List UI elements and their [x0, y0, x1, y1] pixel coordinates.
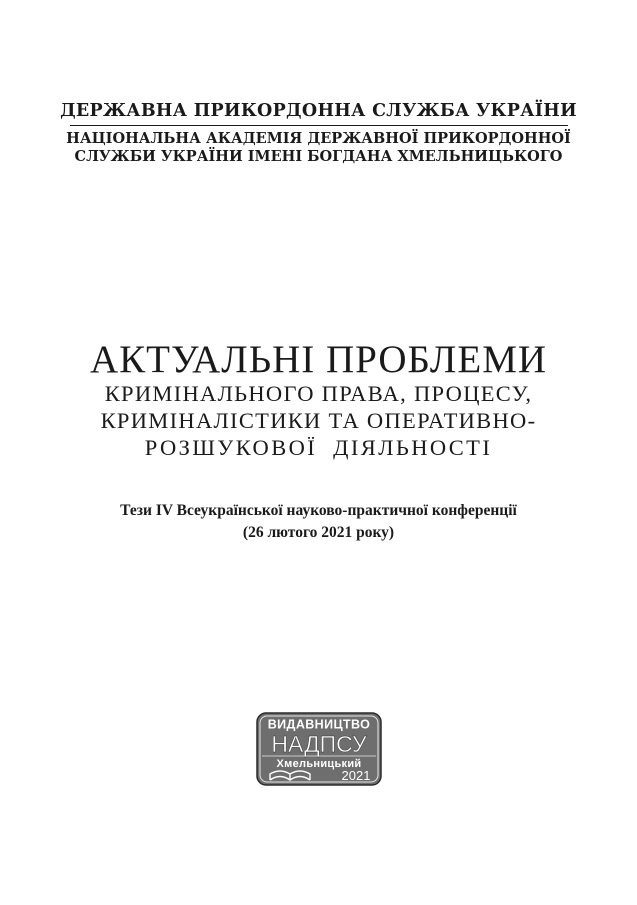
title-main-line: АКТУАЛЬНІ ПРОБЛЕМИ	[89, 338, 548, 381]
logo-publisher-word: ВИДАВНИЦТВО	[267, 717, 371, 732]
title-line-1: КРИМІНАЛЬНОГО ПРАВА, ПРОЦЕСУ,	[104, 381, 533, 406]
service-name: ДЕРЖАВНА ПРИКОРДОННА СЛУЖБА УКРАЇНИ	[60, 101, 577, 121]
logo-publisher-name: НАДПСУ	[271, 731, 367, 757]
academy-name-line-2: СЛУЖБИ УКРАЇНИ ІМЕНІ БОГДАНА ХМЕЛЬНИЦЬКОГО	[74, 148, 563, 165]
publisher-logo	[256, 712, 382, 786]
publication-title	[0, 340, 637, 461]
title-line-2: КРИМІНАЛІСТИКИ ТА ОПЕРАТИВНО-	[100, 408, 537, 433]
logo-year: 2021	[341, 768, 371, 783]
academy-name-line-1: НАЦІОНАЛЬНА АКАДЕМІЯ ДЕРЖАВНОЇ ПРИКОРДОННОЇ	[66, 130, 571, 147]
conference-subtitle	[0, 500, 637, 544]
header-divider	[70, 125, 568, 126]
logo-city: Хмельницький	[276, 758, 362, 770]
conference-description: Тези IV Всеукраїнської науково-практичної конференції	[120, 502, 517, 519]
title-line-3: РОЗШУКОВОЇ ДІЯЛЬНОСТІ	[144, 435, 493, 460]
conference-date: (26 лютого 2021 року)	[242, 524, 395, 541]
institution-header	[0, 100, 637, 166]
